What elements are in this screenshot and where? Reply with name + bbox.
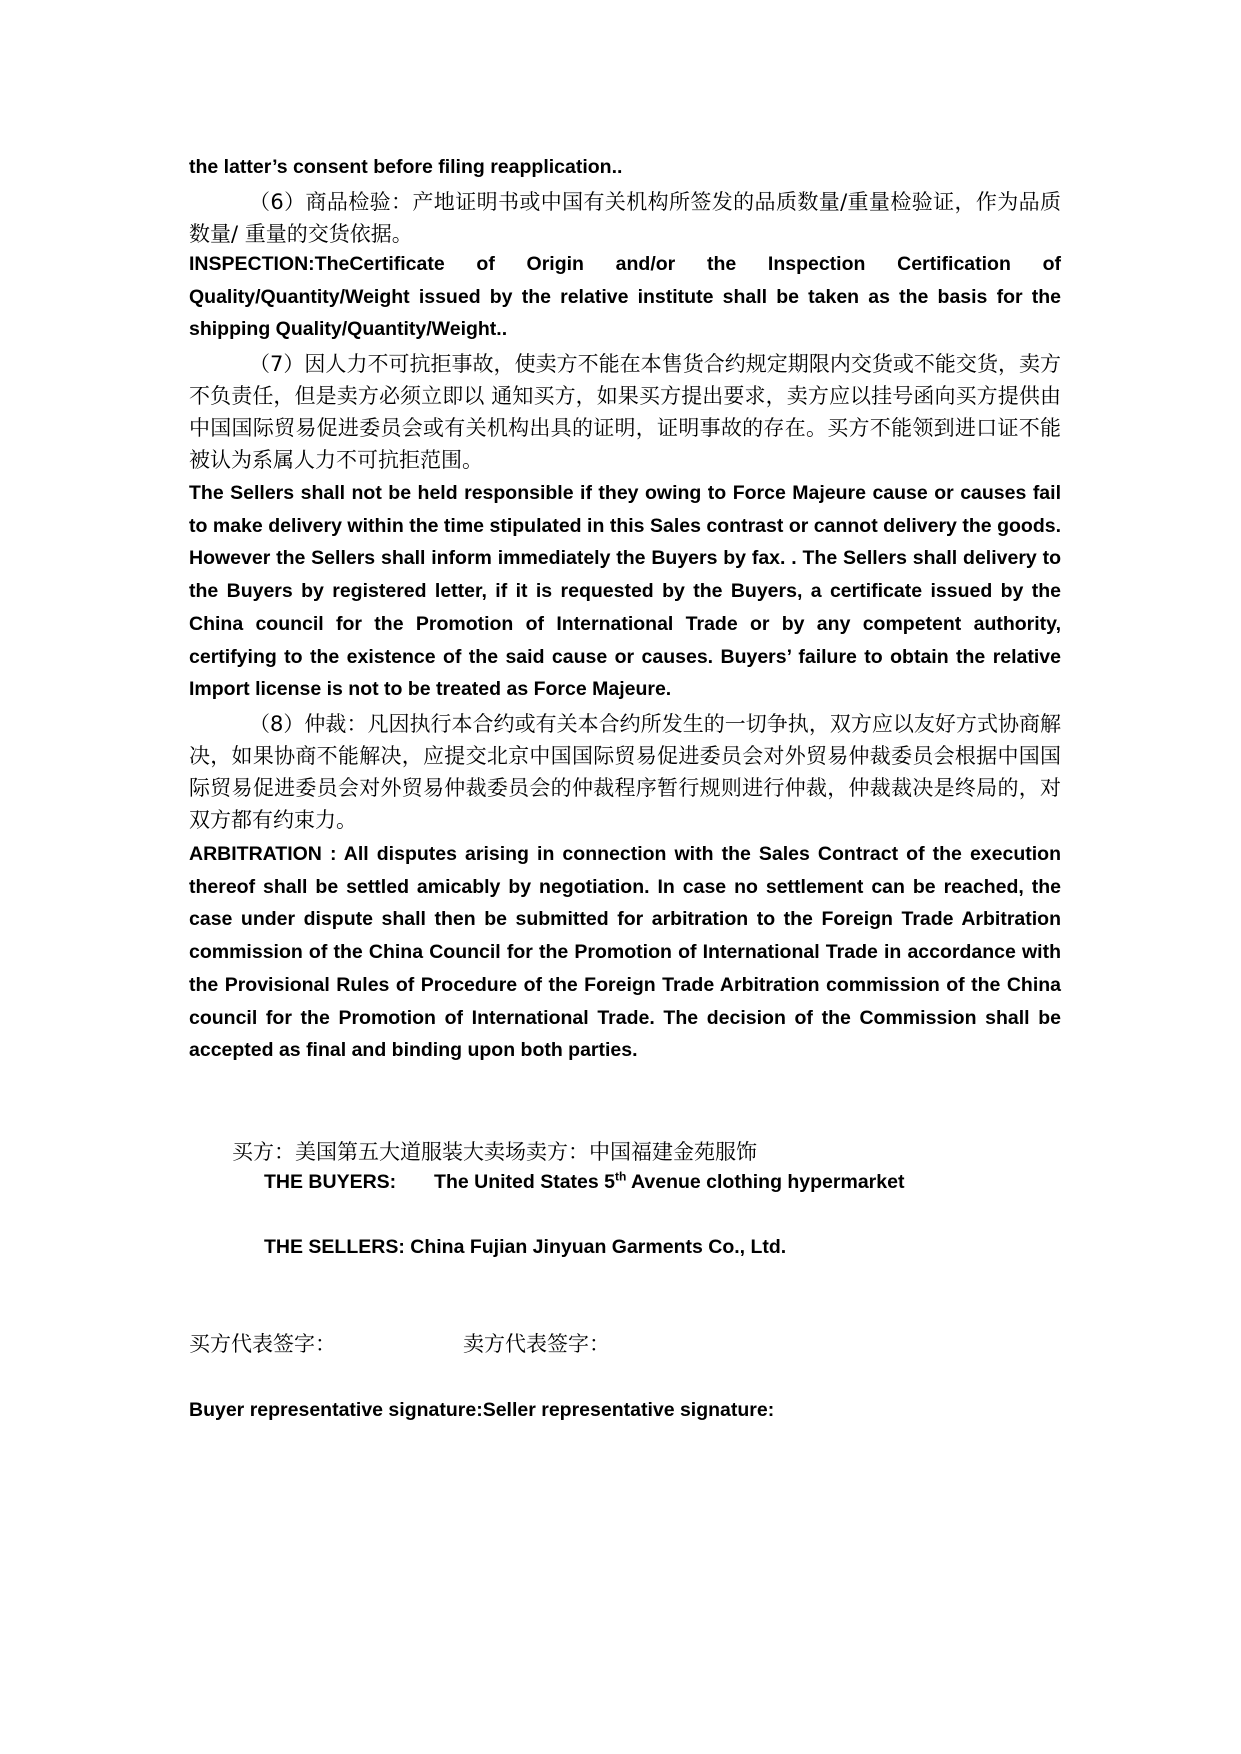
signature-label-en: Buyer representative signature:Seller representative signature: (189, 1399, 775, 1421)
buyers-line (264, 1166, 904, 1199)
buyers-label: THE BUYERS: (264, 1171, 397, 1193)
buyer-signature-label-cn: 买方代表签字： (189, 1332, 336, 1356)
parties-cn: 买方：美国第五大道服装大卖场卖方：中国福建金苑服饰 (232, 1140, 757, 1164)
clause-6-inspection-en: INSPECTION:TheCertificate of Origin and/or the Inspection Certification of Quality/Quantity/Weight issued by the relative institute shall be taken as the basis for the shipping Quality/Quantity/Weight.. (189, 253, 1061, 341)
seller-signature-label-cn: 卖方代表签字： (463, 1332, 610, 1356)
clause-6-inspection-cn: （6）商品检验：产地证明书或中国有关机构所签发的品质数量/重量检验证，作为品质数量/ 重量的交货依据。 (189, 190, 1061, 246)
clause-7-force-majeure-cn: （7）因人力不可抗拒事故，使卖方不能在本售货合约规定期限内交货或不能交货，卖方不负责任，但是卖方必须立即以 通知买方，如果买方提出要求，卖方应以挂号函向买方提供由中国国际贸易促进委员会或有关机构出具的证明，证明事故的存在。买方不能领到进口证不能被认为系属人力不可抗拒范围。 (189, 352, 1061, 472)
clause-8-arbitration-cn: （8）仲裁：凡因执行本合约或有关本合约所发生的一切争执，双方应以友好方式协商解决，如果协商不能解决，应提交北京中国国际贸易促进委员会对外贸易仲裁委员会根据中国国际贸易促进委员会对外贸易仲裁委员会的仲裁程序暂行规则进行仲裁，仲裁裁决是终局的，对双方都有约束力。 (189, 712, 1061, 832)
clause-7-force-majeure-en: The Sellers shall not be held responsible if they owing to Force Majeure cause or causes fail to make delivery within the time stipulated in this Sales contrast or cannot delivery the goods. However the Sellers shall inform immediately the Buyers by fax. . The Sellers shall delivery to the Buyers by registered letter, if it is requested by the Buyers, a certificate issued by the China council for the Promotion of International Trade or by any competent authority, certifying to the existence of the said cause or causes. Buyers’ failure to obtain the relative Import license is not to be treated as Force Majeure. (189, 482, 1061, 701)
buyers-name: The United States 5th Avenue clothing hypermarket (434, 1169, 905, 1193)
paragraph-continuation: the latter’s consent before filing reapplication.. (189, 156, 623, 178)
clause-8-arbitration-en: ARBITRATION : All disputes arising in connection with the Sales Contract of the execution thereof shall be settled amicably by negotiation. In case no settlement can be reached, the case under dispute shall then be submitted for arbitration to the Foreign Trade Arbitration commission of the China Council for the Promotion of International Trade in accordance with the Provisional Rules of Procedure of the Foreign Trade Arbitration commission of the China council for the Promotion of International Trade. The decision of the Commission shall be accepted as final and binding upon both parties. (189, 843, 1061, 1062)
sellers-line: THE SELLERS: China Fujian Jinyuan Garments Co., Ltd. (264, 1236, 787, 1258)
